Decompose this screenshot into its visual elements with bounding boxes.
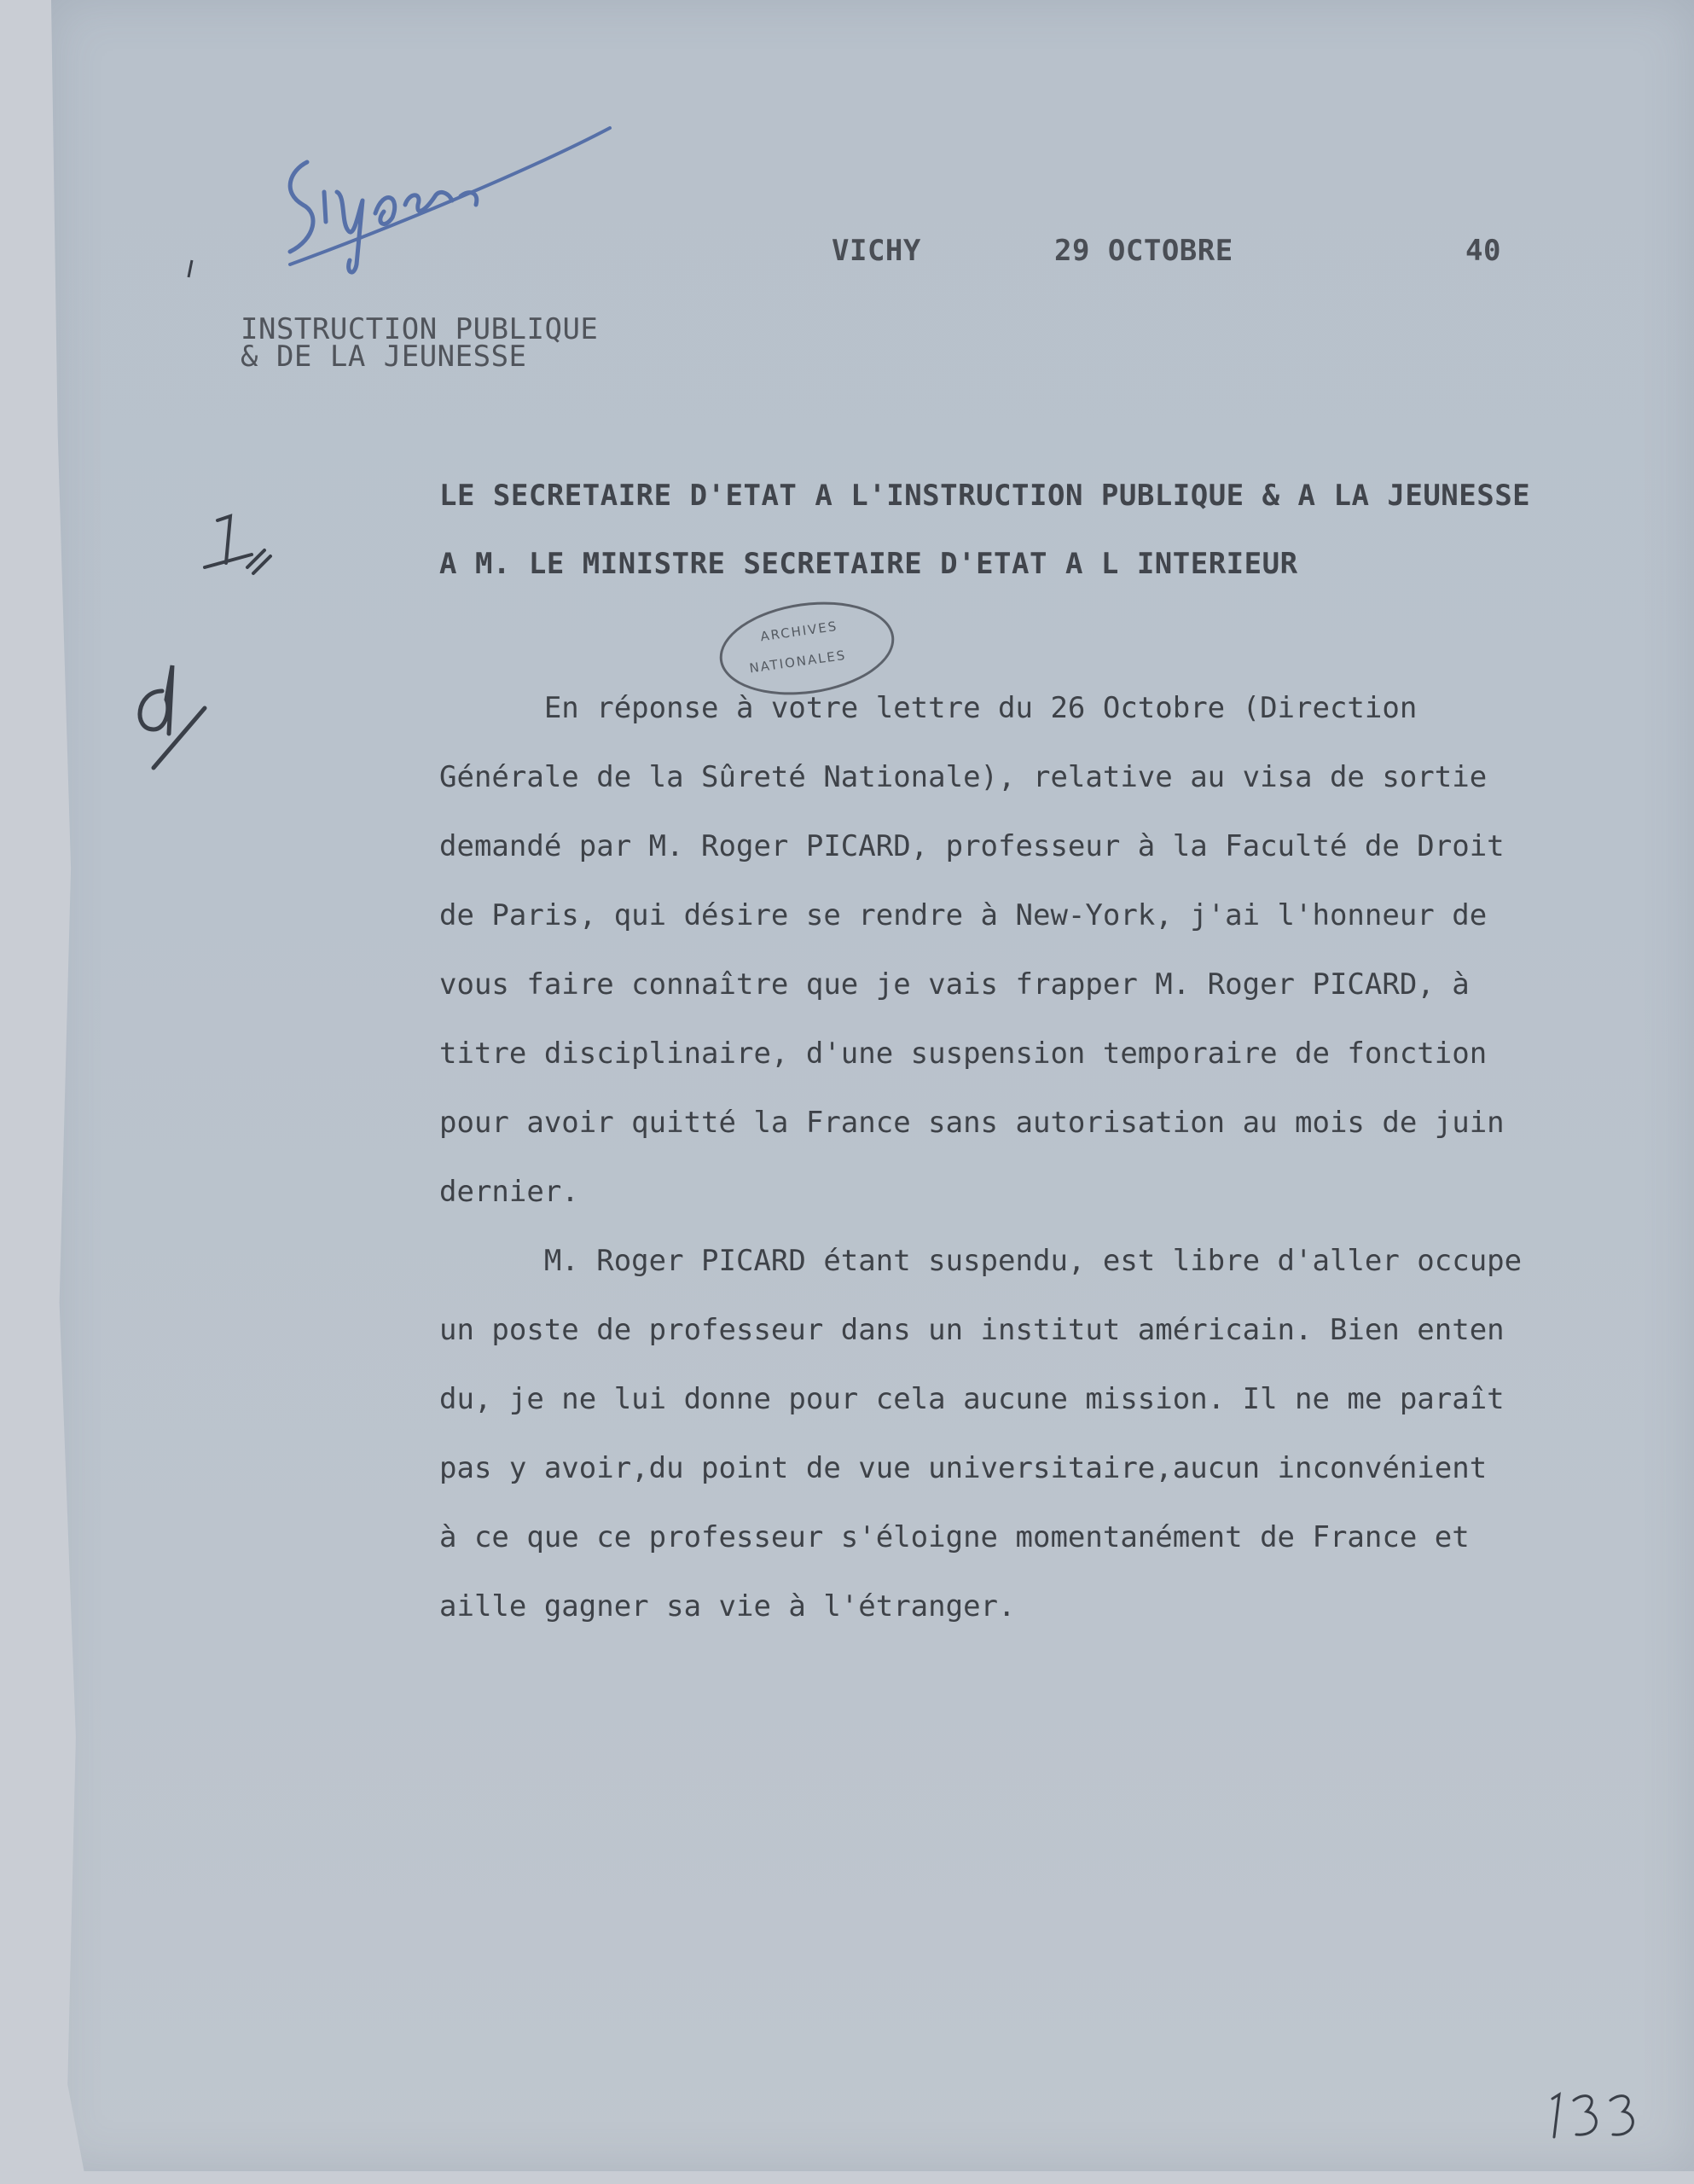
recipient-line: A M. LE MINISTRE SECRETAIRE D'ETAT A L INTERIEUR: [439, 547, 1298, 581]
ministry-heading-line2: & DE LA JEUNESSE: [241, 340, 527, 374]
body-line: En réponse à votre lettre du 26 Octobre (Direction: [439, 691, 1418, 725]
body-line: un poste de professeur dans un institut américain. Bien enten: [439, 1313, 1505, 1347]
body-line: Générale de la Sûreté Nationale), relative au visa de sortie: [439, 760, 1488, 794]
header-year: 40: [1465, 234, 1501, 268]
stamp-text-bottom: NATIONALES: [748, 647, 848, 677]
header-date: 29 OCTOBRE: [1054, 234, 1233, 268]
folio-number: [1535, 2082, 1655, 2150]
body-line: du, je ne lui donne pour cela aucune mission. Il ne me paraît: [439, 1382, 1505, 1416]
body-line: à ce que ce professeur s'éloigne momentanément de France et: [439, 1520, 1470, 1554]
ministry-heading-line1: INSTRUCTION PUBLIQUE: [241, 312, 599, 346]
body-line: de Paris, qui désire se rendre à New-York, j'ai l'honneur de: [439, 898, 1488, 932]
stamp-text-top: ARCHIVES: [759, 618, 839, 645]
body-line: dernier.: [439, 1175, 579, 1209]
body-line: vous faire connaître que je vais frapper M. Roger PICARD, à: [439, 967, 1470, 1002]
body-line: pour avoir quitté la France sans autorisation au mois de juin: [439, 1106, 1505, 1140]
body-line: M. Roger PICARD étant suspendu, est libre d'aller occupe: [439, 1244, 1523, 1278]
header-place: VICHY: [832, 234, 921, 268]
margin-mark-2: [119, 657, 213, 785]
body-line: demandé par M. Roger PICARD, professeur à la Faculté de Droit: [439, 829, 1505, 863]
body-line: aille gagner sa vie à l'étranger.: [439, 1589, 1016, 1623]
body-line: titre disciplinaire, d'une suspension temporaire de fonction: [439, 1037, 1488, 1071]
letter-body: [439, 674, 1685, 1641]
margin-tick: [183, 256, 200, 282]
sender-line: LE SECRETAIRE D'ETAT A L'INSTRUCTION PUBLIQUE & A LA JEUNESSE: [439, 479, 1531, 513]
handwritten-signature: [256, 111, 631, 282]
body-line: pas y avoir,du point de vue universitaire,aucun inconvénient: [439, 1451, 1488, 1485]
margin-mark-1: [192, 503, 277, 580]
